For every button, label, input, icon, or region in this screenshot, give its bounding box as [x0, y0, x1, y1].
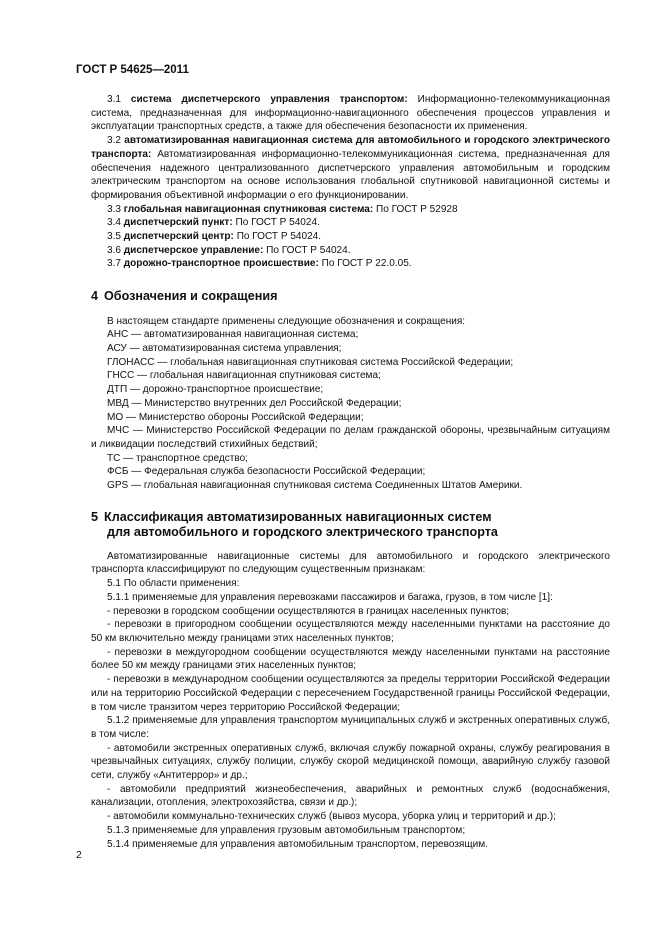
section-4-intro: В настоящем стандарте применены следующие обозначения и сокращения:: [107, 315, 466, 327]
section-5-title-line-2: для автомобильного и городского электрического транспорта: [107, 525, 498, 540]
definition-term: дорожно-транспортное происшествие:: [123, 258, 319, 270]
definition-term: диспетчерское управление:: [123, 244, 264, 256]
definition-3-2: [91, 134, 610, 203]
abbreviation-item: ТС — транспортное средство;: [107, 452, 248, 464]
definition-number: 3.2: [107, 135, 121, 147]
definition-text: Автоматизированная информационно-телекоммуникационная система, предназначенная для обеспечения надежного централизованного диспетчерского управления автомобильным и городским электрическим транспортом на основе использования глобальной спутниковой навигационной системы и формирования объективной информации о его функционировании.: [91, 148, 610, 201]
abbreviation-item: АСУ — автоматизированная система управления;: [107, 343, 342, 355]
paragraph: 5.1 По области применения:: [107, 578, 240, 590]
abbreviation-item: АНС — автоматизированная навигационная система;: [107, 329, 359, 341]
page-number: 2: [76, 849, 82, 861]
definition-term: глобальная навигационная спутниковая система:: [123, 203, 374, 215]
definition-term: автоматизированная навигационная система для автомобильного и городского электрического транспорта:: [91, 135, 610, 160]
paragraph: - перевозки в международном сообщении осуществляются за пределы территории Российской Федерации или на территорию Российской Федерации с пересечением Государственной границы Российской Федерации, в том числе транзитом через территорию Российской Федерации;: [91, 674, 610, 713]
abbreviation-item: МЧС — Министерство Российской Федерации по делам гражданской обороны, чрезвычайным ситуациям и ликвидации последствий стихийных бедствий;: [91, 425, 610, 450]
definition-number: 3.5: [107, 231, 121, 243]
paragraph: Автоматизированные навигационные системы для автомобильного и городского электрического транспорта классифицируют по следующим существенным признакам:: [91, 550, 610, 576]
paragraph: - автомобили предприятий жизнеобеспечения, аварийных и ремонтных служб (водоснабжения, канализации, отопления, электрохозяйства, связи и др.);: [91, 783, 610, 809]
definition-text: По ГОСТ Р 54024.: [266, 244, 351, 256]
definition-3-3: [91, 203, 610, 217]
definition-3-4: [91, 216, 610, 230]
definition-term: система диспетчерского управления транспортом:: [130, 94, 408, 105]
definition-text: По ГОСТ Р 54024.: [236, 231, 322, 243]
abbreviation-item: GPS — глобальная навигационная спутниковая система Соединенных Штатов Америки.: [107, 480, 523, 492]
section-number: 5: [91, 509, 99, 524]
section-title: Обозначения и сокращения: [104, 289, 278, 304]
paragraph: - автомобили экстренных оперативных служб, включая службу пожарной охраны, службу реагирования в чрезвычайных ситуациях, службу полиции, службу скорой медицинской помощи, аварийную службу газовой сети, службу «Антитеррор» и др.;: [91, 742, 610, 782]
section-5-title-line-1: [91, 510, 610, 526]
definition-3-1: [91, 93, 610, 134]
abbreviation-item: ФСБ — Федеральная служба безопасности Российской Федерации;: [107, 466, 426, 478]
definition-text: По ГОСТ Р 52928: [376, 203, 458, 215]
paragraph: - перевозки в городском сообщении осуществляются в границах населенных пунктов;: [107, 605, 510, 617]
abbreviation-item: МО — Министерство обороны Российской Федерации;: [107, 411, 364, 423]
definition-term: диспетчерский центр:: [123, 231, 234, 243]
paragraph: 5.1.3 применяемые для управления грузовым автомобильным транспортом;: [107, 824, 466, 836]
paragraph: - перевозки в пригородном сообщении осуществляются между населенными пунктами на расстояние до 50 км включительно между границами этих населенных пунктов;: [91, 619, 610, 644]
definition-number: 3.4: [107, 217, 121, 229]
definition-number: 3.1: [107, 94, 121, 105]
definition-3-5: [91, 230, 610, 244]
abbreviation-item: ГЛОНАСС — глобальная навигационная спутниковая система Российской Федерации;: [107, 356, 514, 368]
definition-3-7: [91, 257, 610, 271]
paragraph: 5.1.4 применяемые для управления автомобильным транспортом, перевозящим.: [107, 838, 488, 850]
definition-number: 3.7: [107, 258, 121, 270]
definition-term: диспетчерский пункт:: [123, 217, 233, 229]
section-4-heading: [91, 289, 610, 305]
abbreviation-item: МВД — Министерство внутренних дел Российской Федерации;: [107, 397, 402, 409]
document-code: ГОСТ Р 54625—2011: [76, 64, 189, 76]
definition-text: Информационно-телекоммуникационная система, предназначенная для информационно-навигационного обеспечения процессов управления и эксплуатации транспортных средств, а также для обеспечения безопасности их применения.: [91, 94, 611, 133]
section-number: 4: [91, 289, 99, 304]
abbreviation-item: ГНСС — глобальная навигационная спутниковая система;: [107, 370, 381, 382]
paragraph: - автомобили коммунально-технических служб (вывоз мусора, уборка улиц и территорий и др.);: [107, 811, 556, 823]
definition-text: По ГОСТ Р 22.0.05.: [321, 258, 412, 270]
definition-3-6: [91, 244, 610, 258]
page-content: [91, 93, 610, 851]
paragraph: 5.1.2 применяемые для управления транспортом муниципальных служб и экстренных оперативных служб, в том числе:: [91, 715, 610, 740]
definition-number: 3.6: [107, 244, 121, 256]
section-title: Классификация автоматизированных навигационных систем: [104, 509, 492, 524]
definition-number: 3.3: [107, 203, 121, 215]
abbreviation-item: ДТП — дорожно-транспортное происшествие;: [107, 384, 324, 396]
section-5-heading: [91, 510, 610, 541]
paragraph: 5.1.1 применяемые для управления перевозками пассажиров и багажа, грузов, в том числе [1]:: [107, 591, 553, 603]
paragraph: - перевозки в междугородном сообщении осуществляются между населенными пунктами на расстояние более 50 км между границами этих населенных пунктов;: [91, 646, 610, 672]
definition-text: По ГОСТ Р 54024.: [235, 217, 320, 229]
